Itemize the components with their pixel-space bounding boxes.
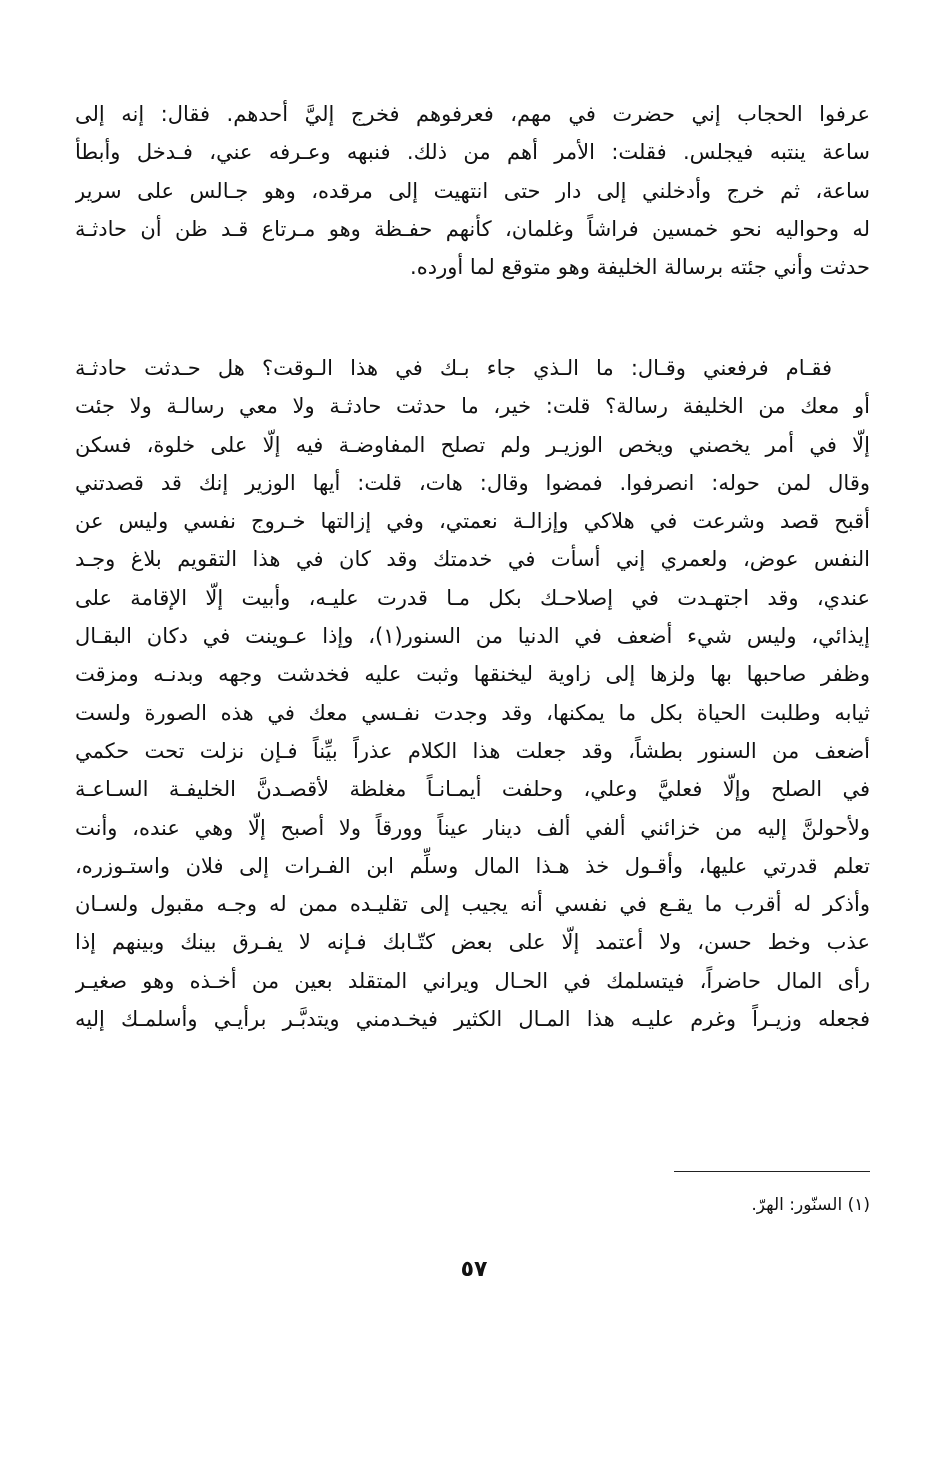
text-line: فجعله وزيـراً وغرم عليـه هذا المـال الكثير فيخـدمني ويتدبَّـر برأيـي وأسلمـك إليه bbox=[75, 1007, 870, 1032]
text-line: أو معك من الخليفة رسالة؟ قلت: خير، ما حدثت حادثـة ولا معي رسالـة ولا جئت bbox=[75, 394, 870, 419]
text-line: إيذائي، وليس شيء أضعف في الدنيا من السنور(١)، وإذا عـوينت في دكان البقـال bbox=[75, 624, 870, 649]
footnote-divider bbox=[674, 1171, 870, 1172]
text-line: ساعة، ثم خرج وأدخلني إلى دار حتى انتهيت إلى مرقده، وهو جـالس على سرير bbox=[75, 178, 870, 203]
text-line: في الصلح وإلّا فعليَّ وعلي، وحلفت أيمـانـاً مغلظة لأقصـدنَّ الخليفـة السـاعـة bbox=[75, 777, 870, 802]
text-line: فقـام فرفعني وقـال: ما الـذي جاء بـك في هذا الـوقت؟ هل حـدثت حادثـة bbox=[75, 356, 832, 380]
paragraph-2 bbox=[75, 349, 870, 1038]
text-line: تعلم قدرتي عليها، وأقـول خذ هـذا المال وسلِّم ابن الفـرات إلى فلان واستـوزره، bbox=[75, 853, 870, 878]
text-line: أقبح قصد وشرعت في هلاكي وإزالـة نعمتي، وفي إزالتها خـروج نفسي وليس عن bbox=[75, 509, 870, 534]
text-line: حدثت وأني جئته برسالة الخليفة وهو متوقع لما أورده. bbox=[410, 255, 870, 280]
text-line: وقال لمن حوله: انصرفوا. فمضوا وقال: هات، قلت: أيها الوزير إنك قد قصدتني bbox=[75, 470, 870, 495]
paragraph-1 bbox=[75, 95, 870, 286]
text-line: إلّا في أمر يخصني ويخص الوزيـر ولم تصلح المفاوضـة فيه إلّا على خلوة، فسكن bbox=[75, 432, 870, 457]
text-line: رأى المال حاضراً، فيتسلمك في الحـال ويراني المتقلد بعين من أخـذه وهو صغيـر bbox=[75, 968, 870, 993]
text-line: النفس عوض، ولعمري إني أسأت في خدمتك وقد كان في هذا التقويم بلاغ وجـد bbox=[75, 547, 870, 572]
text-line: عذب وخط حسن، ولا أعتمد إلّا على بعض كتّـابك فـإنه لا يفـرق بينك وبينهم إذا bbox=[75, 930, 870, 955]
text-line: عندي، وقد اجتهـدت في إصلاحـك بكل مـا قدرت عليـه، وأبيت إلّا الإقامة على bbox=[75, 585, 870, 610]
text-line: وأذكر له أقرب ما يقـع في نفسي أنه يجيب إلى تقليـده ممن له وجـه مقبول ولسـان bbox=[75, 892, 870, 917]
footnote: (١) السنّور: الهرّ. bbox=[751, 1195, 870, 1215]
text-line: له وحواليه نحو خمسين فراشاً وغلمان، كأنهم حفـظة وهو مـرتاع قـد ظن أن حادثـة bbox=[75, 216, 870, 241]
page-number: ٥٧ bbox=[460, 1257, 488, 1282]
text-line: أضعف من السنور بطشاً، وقد جعلت هذا الكلام عذراً بيِّناً فـإن نزلت تحت حكمي bbox=[75, 738, 870, 763]
text-line: ساعة ينتبه فيجلس. فقلت: الأمر أهم من ذلك. فنبهه وعـرفه عني، فـدخل وأبطأ bbox=[75, 140, 870, 165]
text-line: وظفر صاحبها بها ولزها إلى زاوية ليخنقها وثبت عليه فخدشت وجهه وبدنـه ومزقت bbox=[75, 662, 870, 687]
text-line: ولأحولنَّ إليه من خزائني ألفي ألف دينار عيناً وورقاً ولا أصبح إلّا وهي عنده، وأنت bbox=[75, 815, 870, 840]
text-line: ثيابه وطلبت الحياة بكل ما يمكنها، وقد وجدت نفـسي معك في هذه الصورة ولست bbox=[75, 700, 870, 725]
text-line: عرفوا الحجاب إني حضرت في مهم، فعرفوهم فخرج إليَّ أحدهم. فقال: إنه إلى bbox=[75, 102, 870, 126]
